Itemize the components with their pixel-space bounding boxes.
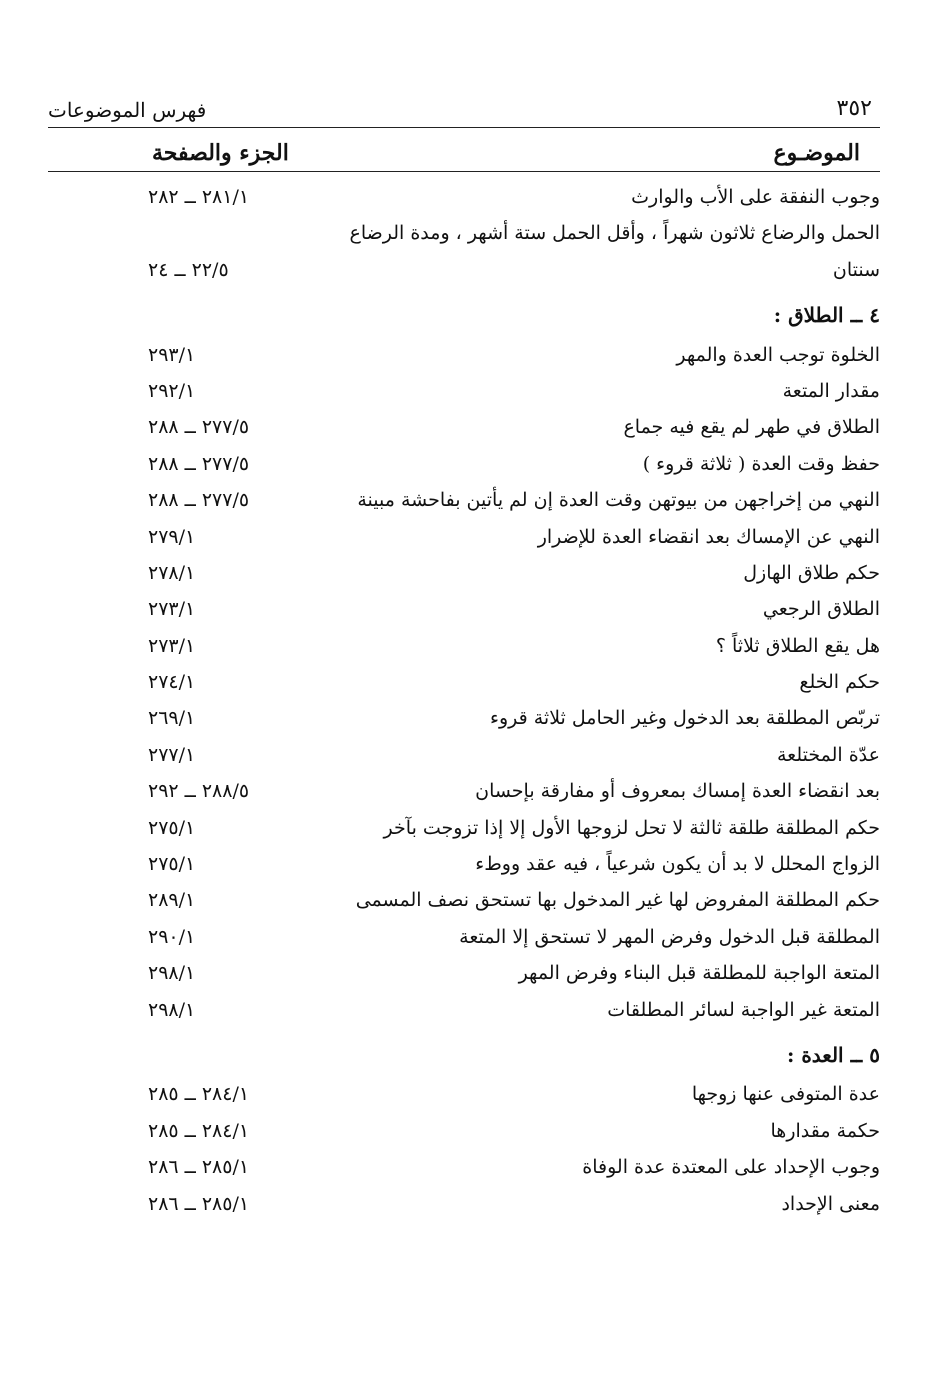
entry-topic: النهي عن الإمساك بعد انقضاء العدة للإضرار [537, 525, 880, 548]
entry-topic: الزواج المحلل لا بد أن يكون شرعياً ، فيه عقد ووطء [475, 853, 880, 876]
entry-reference: ٢٩٨/١ [148, 962, 196, 985]
index-entry [48, 995, 880, 1031]
entry-reference: ٢٧٣/١ [148, 598, 196, 621]
index-entry [48, 667, 880, 703]
index-entry [48, 703, 880, 739]
entry-topic: حكمة مقدارها [770, 1119, 880, 1142]
index-entry [48, 631, 880, 667]
entry-topic: مقدار المتعة [782, 379, 880, 402]
index-entry [48, 449, 880, 485]
reference-column-header: الجزء والصفحة [152, 140, 289, 166]
entry-reference: ٢٩٣/١ [148, 343, 196, 366]
entry-reference: ٢٩٠/١ [148, 925, 196, 948]
index-entry [48, 885, 880, 921]
entry-reference: ٢٨٥/١ ــ ٢٨٦ [148, 1156, 250, 1179]
entry-topic: حكم المطلقة طلقة ثالثة لا تحل لزوجها الأول إلا إذا تزوجت بآخر [383, 816, 880, 839]
column-headers [48, 136, 880, 170]
index-entry [48, 849, 880, 885]
entry-reference: ٢٩٨/١ [148, 998, 196, 1021]
index-entry [48, 813, 880, 849]
running-header [48, 92, 880, 126]
entry-topic: حكم الخلع [799, 671, 880, 694]
entry-topic: عدّة المختلعة [777, 743, 880, 766]
index-entry [48, 255, 880, 291]
topic-column-header: الموضـوع [773, 140, 860, 166]
running-title: فهرس الموضوعات [48, 98, 207, 122]
column-header-rule [48, 171, 880, 172]
entry-reference: ٢٧٩/١ [148, 525, 196, 548]
section-heading [48, 299, 880, 335]
index-entry [48, 1116, 880, 1152]
entry-reference: ٢٨٤/١ ــ ٢٨٥ [148, 1083, 250, 1106]
entry-topic: الحمل والرضاع ثلاثون شهراً ، وأقل الحمل ستة أشهر ، ومدة الرضاع [349, 222, 880, 245]
entry-reference: ٢٨٩/١ [148, 889, 196, 912]
entry-topic: تربّص المطلقة بعد الدخول وغير الحامل ثلاثة قروء [490, 707, 880, 730]
index-entry [48, 412, 880, 448]
entry-reference: ٢٧٤/١ [148, 671, 196, 694]
entry-topic: المتعة غير الواجبة لسائر المطلقات [607, 998, 880, 1021]
entry-topic: الطلاق في طهر لم يقع فيه جماع [623, 416, 880, 439]
entry-reference: ٢٧٣/١ [148, 634, 196, 657]
entry-reference: ٢٨١/١ ــ ٢٨٢ [148, 186, 250, 208]
entry-topic: وجوب النفقة على الأب والوارث [631, 186, 880, 208]
entry-topic: النهي من إخراجهن من بيوتهن وقت العدة إن لم يأتين بفاحشة مبينة [357, 489, 880, 512]
header-rule [48, 127, 880, 128]
index-entry [48, 340, 880, 376]
index-entry [48, 1152, 880, 1188]
page-number: ٣٥٢ [836, 96, 872, 121]
index-entry [48, 1079, 880, 1115]
entry-topic: معنى الإحداد [781, 1192, 880, 1215]
entry-topic: المطلقة قبل الدخول وفرض المهر لا تستحق إلا المتعة [459, 925, 880, 948]
entry-reference: ٢٦٩/١ [148, 707, 196, 730]
entry-topic: سنتان [832, 258, 880, 281]
entry-reference: ٢٨٤/١ ــ ٢٨٥ [148, 1119, 250, 1142]
entry-reference: ٢٧٥/١ [148, 853, 196, 876]
index-entry [48, 558, 880, 594]
index-entry [48, 218, 880, 254]
entry-topic: الطلاق الرجعي [762, 598, 880, 621]
index-entry [48, 182, 880, 218]
entry-reference: ٢٢/٥ ــ ٢٤ [148, 258, 229, 281]
section-title: ٤ ــ الطلاق : [773, 303, 880, 328]
entry-reference: ٢٧٨/١ [148, 561, 196, 584]
index-entry [48, 776, 880, 812]
entry-topic: حكم المطلقة المفروض لها غير المدخول بها تستحق نصف المسمى [355, 889, 880, 912]
index-entry [48, 522, 880, 558]
index-entry [48, 376, 880, 412]
entry-topic: بعد انقضاء العدة إمساك بمعروف أو مفارقة بإحسان [475, 780, 880, 803]
section-title: ٥ ــ العدة : [786, 1042, 880, 1067]
entry-reference: ٢٧٧/٥ ــ ٢٨٨ [148, 489, 250, 512]
entry-reference: ٢٩٢/١ [148, 379, 196, 402]
entry-topic: الخلوة توجب العدة والمهر [676, 343, 880, 366]
entry-reference: ٢٧٧/٥ ــ ٢٨٨ [148, 416, 250, 439]
index-entry [48, 1189, 880, 1225]
entry-topic: وجوب الإحداد على المعتدة عدة الوفاة [582, 1156, 880, 1179]
index-entry [48, 958, 880, 994]
index-entry [48, 485, 880, 521]
section-heading [48, 1039, 880, 1075]
entry-topic: حكم طلاق الهازل [743, 561, 880, 584]
entry-topic: المتعة الواجبة للمطلقة قبل البناء وفرض المهر [518, 962, 880, 985]
entry-reference: ٢٧٥/١ [148, 816, 196, 839]
entry-reference: ٢٧٧/١ [148, 743, 196, 766]
entry-topic: عدة المتوفى عنها زوجها [691, 1083, 880, 1106]
entry-topic: حفظ وقت العدة ( ثلاثة قروء ) [642, 452, 880, 475]
index-page [48, 92, 880, 1292]
index-entry [48, 740, 880, 776]
entry-reference: ٢٧٧/٥ ــ ٢٨٨ [148, 452, 250, 475]
index-entry [48, 594, 880, 630]
index-entries [48, 182, 880, 1225]
entry-reference: ٢٨٨/٥ ــ ٢٩٢ [148, 780, 250, 803]
entry-reference: ٢٨٥/١ ــ ٢٨٦ [148, 1192, 250, 1215]
entry-topic: هل يقع الطلاق ثلاثاً ؟ [715, 634, 880, 657]
index-entry [48, 922, 880, 958]
